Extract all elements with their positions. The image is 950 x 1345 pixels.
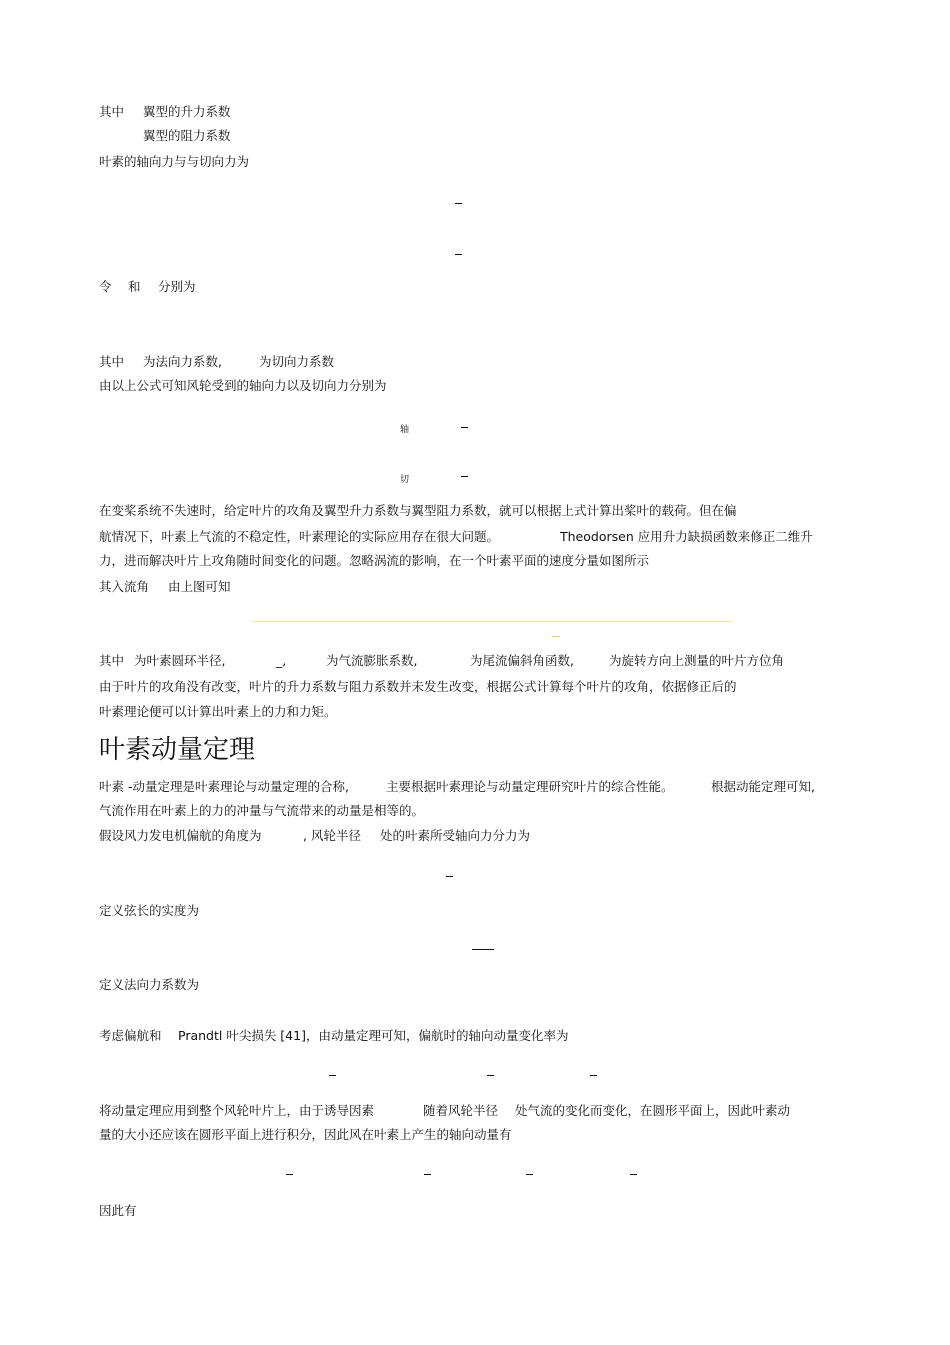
- text-line: 由以上公式可知风轮受到的轴向力以及切向力分别为: [99, 378, 387, 393]
- formula-fraction-bar: [329, 1075, 336, 1076]
- text-line: 由于叶片的攻角没有改变，叶片的升力系数与阻力系数并未发生改变，根据公式计算每个叶片的攻角，依据修正后的: [99, 679, 737, 694]
- formula-fraction-bar: [552, 636, 560, 637]
- text-line: 根据动能定理可知,: [711, 779, 815, 794]
- text-line: 为切向力系数: [259, 354, 335, 369]
- text-line: 定义弦长的实度为: [99, 903, 200, 918]
- formula-fraction-bar: [630, 1174, 637, 1175]
- text-line: Prandtl 叶尖损失 [41]，由动量定理可知，偏航时的轴向动量变化率为: [178, 1028, 569, 1043]
- text-line: 为气流膨胀系数,: [326, 653, 418, 668]
- text-line: 主要根据叶素理论与动量定理研究叶片的综合性能。: [386, 779, 674, 794]
- text-line: _,: [276, 653, 287, 668]
- text-line: 翼型的升力系数: [143, 104, 231, 119]
- text-line: 叶素的轴向力与与切向力为: [99, 154, 250, 169]
- formula-fraction-bar: [424, 1174, 431, 1175]
- text-line: 其中: [99, 104, 125, 119]
- text-line: 力，进而解决叶片上攻角随时间变化的问题。忽略涡流的影响，在一个叶素平面的速度分量如图所示: [99, 553, 650, 568]
- text-line: 假设风力发电机偏航的角度为: [99, 828, 262, 843]
- formula-fraction-bar: [286, 1174, 293, 1175]
- text-line: 和: [128, 279, 141, 294]
- formula-subscript: 切: [400, 475, 410, 485]
- formula-fraction-bar: [455, 254, 462, 255]
- section-heading: 叶素动量定理: [99, 735, 256, 765]
- formula-fraction-bar: [526, 1174, 533, 1175]
- text-line: 航情况下，叶素上气流的不稳定性，叶素理论的实际应用存在很大问题。: [99, 529, 500, 544]
- text-line: 考虑偏航和: [99, 1028, 162, 1043]
- formula-fraction-bar: [461, 476, 468, 477]
- text-line: 叶素理论便可以计算出叶素上的力和力矩。: [99, 704, 337, 719]
- text-line: 在变桨系统不失速时，给定叶片的攻角及翼型升力系数与翼型阻力系数，就可以根据上式计算出桨叶的载荷。但在偏: [99, 503, 737, 518]
- text-line: 为尾流偏斜角函数,: [470, 653, 574, 668]
- formula-subscript: 轴: [400, 425, 410, 435]
- text-line: 其中: [99, 354, 125, 369]
- formula-fraction-bar: [472, 949, 494, 950]
- formula-fraction-bar: [446, 876, 453, 877]
- text-line: 定义法向力系数为: [99, 977, 200, 992]
- text-line: 将动量定理应用到整个风轮叶片上，由于诱导因素: [99, 1103, 375, 1118]
- text-line: 随着风轮半径: [423, 1103, 499, 1118]
- text-line: 为法向力系数,: [143, 354, 222, 369]
- text-line: 处气流的变化而变化，在圆形平面上，因此叶素动: [515, 1103, 791, 1118]
- text-line: 其入流角: [99, 579, 150, 594]
- text-line: Theodorsen 应用升力缺损函数来修正二维升: [560, 529, 813, 544]
- text-line: 令: [99, 279, 112, 294]
- text-line: 量的大小还应该在圆形平面上进行积分，因此风在叶素上产生的轴向动量有: [99, 1127, 512, 1142]
- text-line: 其中: [99, 653, 125, 668]
- text-line: 处的叶素所受轴向力分力为: [380, 828, 531, 843]
- formula-highlight-line: [252, 621, 732, 622]
- text-line: 分别为: [158, 279, 196, 294]
- text-line: 气流作用在叶素上的力的冲量与气流带来的动量是相等的。: [99, 803, 425, 818]
- text-line: 因此有: [99, 1203, 137, 1218]
- formula-fraction-bar: [590, 1075, 597, 1076]
- formula-fraction-bar: [461, 427, 468, 428]
- text-line: , 风轮半径: [303, 828, 361, 843]
- text-line: 为叶素圆环半径,: [134, 653, 226, 668]
- text-line: 叶素 -动量定理是叶素理论与动量定理的合称,: [99, 779, 349, 794]
- formula-fraction-bar: [455, 203, 462, 204]
- text-line: 由上图可知: [168, 579, 231, 594]
- text-line: 为旋转方向上测量的叶片方位角: [609, 653, 785, 668]
- text-line: 翼型的阻力系数: [143, 128, 231, 143]
- formula-fraction-bar: [487, 1075, 494, 1076]
